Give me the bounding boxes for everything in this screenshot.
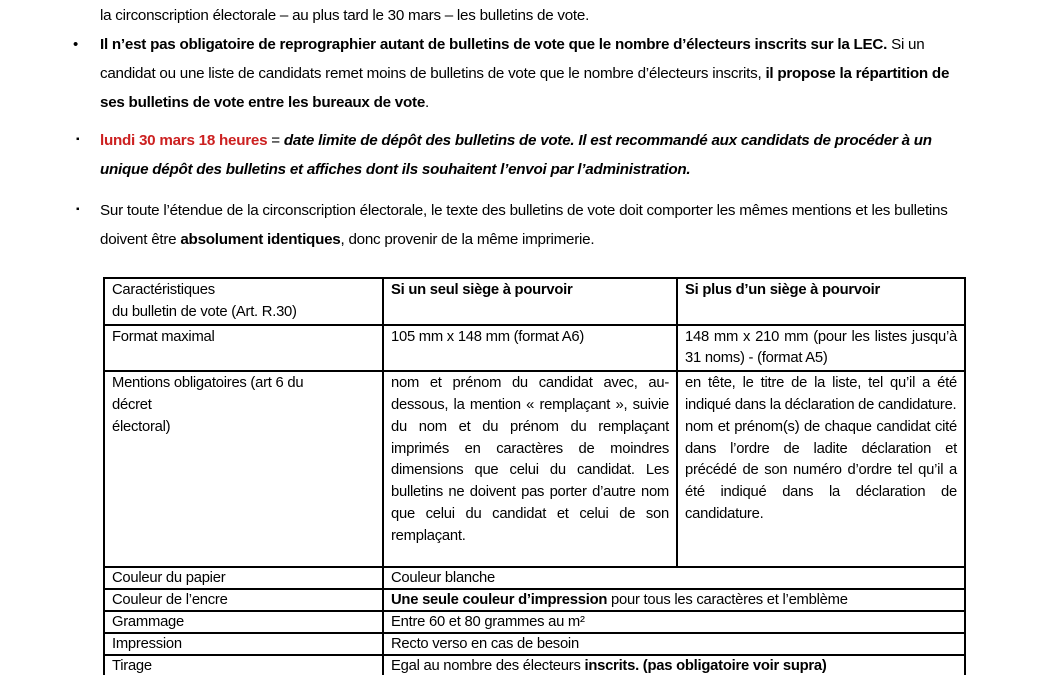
label-line: décret <box>112 396 152 413</box>
bullet-text: Sur toute l’étendue de la circonscription électorale, le texte des bulletins de vote doit comporter les mêmes mentions et les bulletins doivent être <box>100 202 948 248</box>
table-header-row <box>104 278 965 325</box>
row-label-papier: Couleur du papier <box>104 567 383 589</box>
bullet-text: = <box>267 132 284 149</box>
bullet-square-icon: ▪ <box>76 134 80 145</box>
bullet-round-icon: • <box>73 36 79 53</box>
bullet-text-bold: il propose la répartition de ses bulletins de vote entre les bureaux de vote <box>100 65 950 111</box>
table-row-format <box>104 325 965 372</box>
header-line: du bulletin de vote (Art. R.30) <box>112 303 297 320</box>
table-row-mentions <box>104 371 965 567</box>
row-label-impression: Impression <box>104 633 383 655</box>
mentions-paragraph: en tête, le titre de la liste, tel qu’il a été indiqué dans la déclaration de candidature. <box>685 375 957 413</box>
bullet-square-icon: ▪ <box>76 204 80 215</box>
label-line: Mentions obligatoires (art 6 du <box>112 375 304 392</box>
specs-table-wrap <box>103 277 958 675</box>
row-label-format: Format maximal <box>104 325 383 372</box>
bullet-item-date-limite <box>76 126 966 184</box>
cell-tirage-value <box>383 655 965 675</box>
row-label-tirage: Tirage <box>104 655 383 675</box>
tirage-reg: Egal au nombre des électeurs <box>391 658 585 675</box>
cell-encre-value <box>383 589 965 611</box>
table-row-papier <box>104 567 965 589</box>
row-label-mentions <box>104 371 383 567</box>
bullet-item-identiques <box>76 196 962 254</box>
row-label-encre: Couleur de l’encre <box>104 589 383 611</box>
table-row-impression <box>104 633 965 655</box>
table-row-grammage <box>104 611 965 633</box>
bullet-text-italic: date limite de dépôt des bulletins de vote. Il est recommandé aux candidats de procéder à un unique dépôt des bulletins et affiches dont ils souhaitent l’envoi par l’administration. <box>100 132 932 178</box>
cell-grammage-value: Entre 60 et 80 grammes au m² <box>383 611 965 633</box>
label-line: électoral) <box>112 418 171 435</box>
header-cell-plusieurs-sieges: Si plus d’un siège à pourvoir <box>677 278 965 325</box>
bullet-item-reprographie <box>73 30 962 117</box>
table-row-encre <box>104 589 965 611</box>
cell-impression-value: Recto verso en cas de besoin <box>383 633 965 655</box>
bullet-text: , donc provenir de la même imprimerie. <box>340 231 595 248</box>
cell-papier-value: Couleur blanche <box>383 567 965 589</box>
header-cell-un-siege: Si un seul siège à pourvoir <box>383 278 677 325</box>
bullet-text-bold: Il n’est pas obligatoire de reprographier autant de bulletins de vote que le nombre d’électeurs inscrits sur la LEC. <box>100 36 888 53</box>
mentions-paragraph: nom et prénom(s) de chaque candidat cité dans l’ordre de ladite déclaration et précédé de son numéro d’ordre tel qu’il a été indiqué dans la déclaration de candidature. <box>685 418 957 522</box>
encre-bold: Une seule couleur d’impression <box>391 592 608 609</box>
cell-format-un-siege: 105 mm x 148 mm (format A6) <box>383 325 677 372</box>
header-line: Caractéristiques <box>112 282 215 298</box>
bullet-text-bold: absolument identiques <box>180 231 341 248</box>
cell-mentions-plusieurs <box>677 371 965 567</box>
intro-line: la circonscription électorale – au plus tard le 30 mars – les bulletins de vote. <box>100 7 590 24</box>
table-row-tirage <box>104 655 965 675</box>
tirage-bold: inscrits. (pas obligatoire voir supra) <box>584 658 827 675</box>
header-cell-caracteristiques <box>104 278 383 325</box>
cell-format-plusieurs: 148 mm x 210 mm (pour les listes jusqu’à 31 noms) - (format A5) <box>677 325 965 372</box>
encre-rest: pour tous les caractères et l’emblème <box>607 592 848 609</box>
row-label-grammage: Grammage <box>104 611 383 633</box>
bullet-text: Si un candidat ou une liste de candidats remet moins de bulletins de vote que le nombre d’électeurs inscrits, <box>100 36 925 82</box>
bullet-text: . <box>425 94 430 111</box>
specs-table <box>103 277 966 675</box>
deadline-highlight: lundi 30 mars 18 heures <box>100 132 268 149</box>
cell-mentions-un-siege: nom et prénom du candidat avec, au-dessous, la mention « remplaçant », suivie du nom et du prénom du remplaçant imprimés en caractères de moindres dimensions que celui du candidat. Les bulletins ne doivent pas porter d’autre nom que celui du candidat et celui de son remplaçant. <box>383 371 677 567</box>
